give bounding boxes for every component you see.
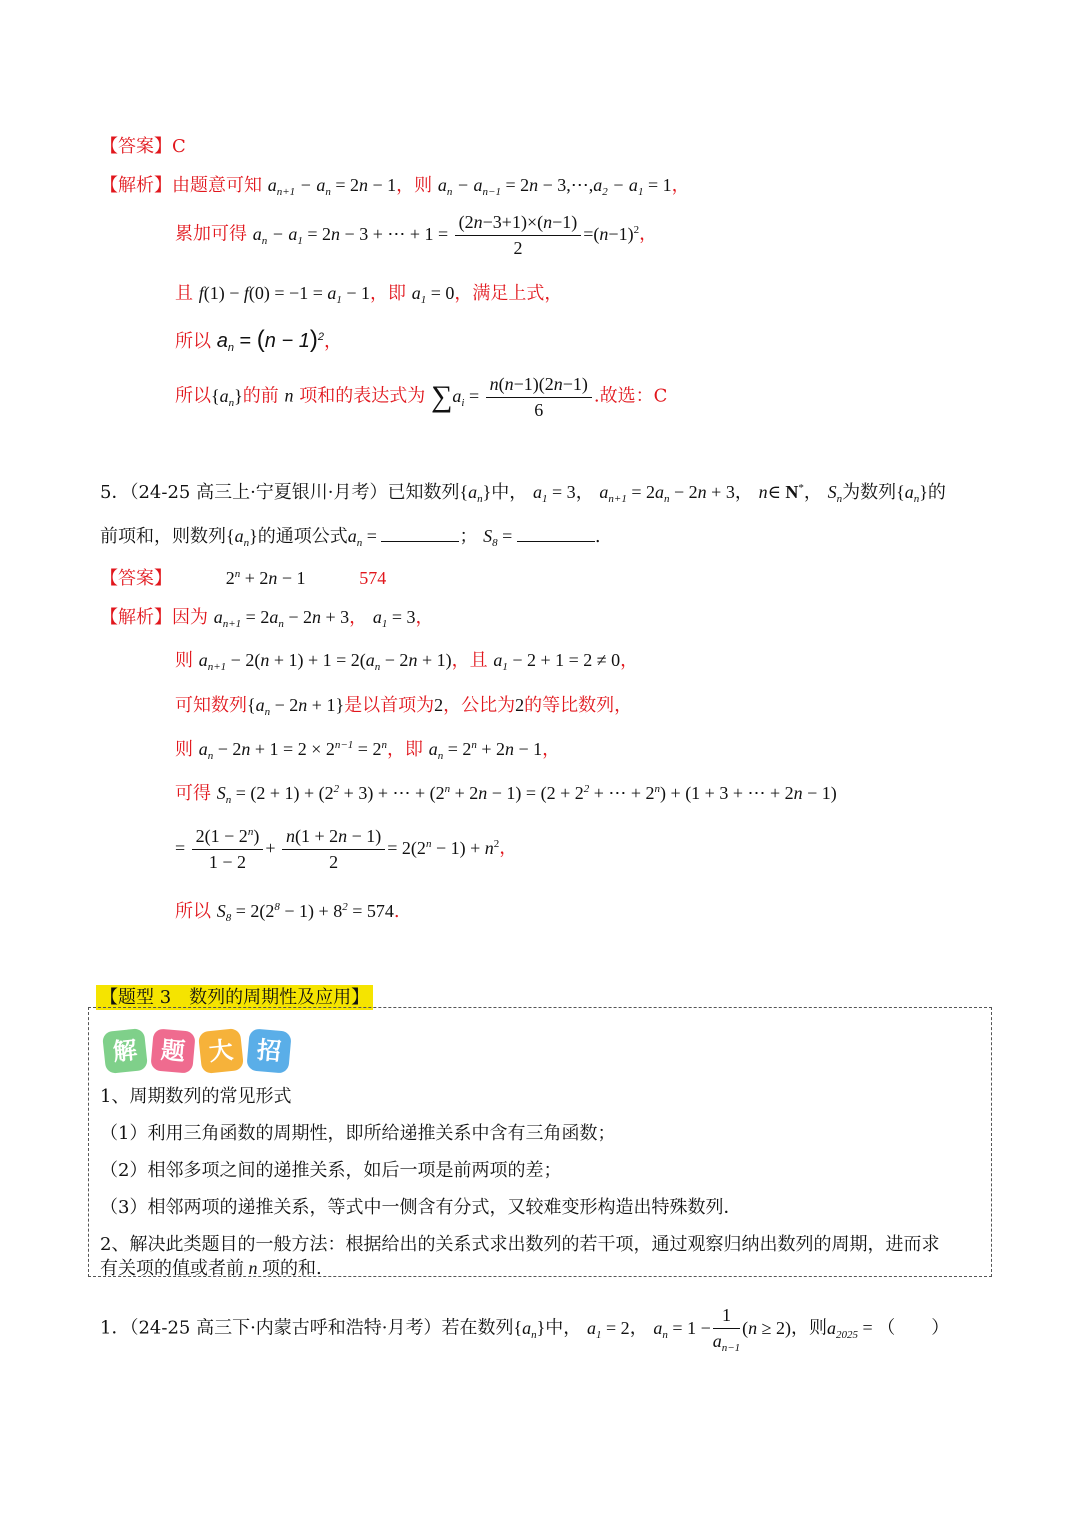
answer-value: C xyxy=(172,136,186,157)
question-text: 中， xyxy=(491,482,528,503)
analysis-text: 的等比数列， xyxy=(524,695,633,716)
analysis-line-3 xyxy=(175,279,562,306)
analysis-text: 所以 xyxy=(175,331,211,352)
q5-answer-line xyxy=(100,564,386,590)
formula: $a_n - a_1 = 2n - 3$ + ⋯ + 1 = $\frac{(2n-3+1)\times(n-1)}{2}$ $=(n-1)^2$ xyxy=(252,212,640,258)
section-title: 【题型 3 数列的周期性及应用】 xyxy=(96,985,373,1010)
formula: $a_1 = 0$ xyxy=(411,283,455,306)
section-header xyxy=(96,983,373,1009)
question-text: 若在数列 xyxy=(441,1317,514,1339)
answer-blank xyxy=(381,527,459,542)
analysis-text: 则 xyxy=(175,739,193,760)
q5-analysis-line-1: 【解析】因为 $a_{n+1} = 2a_n - 2n + 3$， $a_1 = 3$， xyxy=(100,607,434,630)
question-text: 中， xyxy=(545,1317,582,1339)
analysis-text: 项和的表达式为 xyxy=(299,385,426,407)
formula: $a_n - a_{n-1} = 2n$ − $3,\cdots,a_2 - a_1 = 1$ xyxy=(437,175,672,198)
formula: $a_{n+1} - a_n = 2n - 1$ xyxy=(267,175,397,198)
q5-analysis-line-7: 所以 $S_8 = 2(2^8 - 1) + 8^2 = 574$. xyxy=(175,901,400,924)
formula: $\sum a_i$ = $\frac{n(n-1)(2n-1)}{6}$ xyxy=(431,386,594,406)
question-5-line-1: 5．（24-25 高三上·宁夏银川·月考）已知数列$\{a_n\}$中， $a_1 = 3$， $a_{n+1} = 2a_n - 2n + 3$， n∈ N*， $S_n$为数列$\{a_n\}$的 xyxy=(100,482,946,505)
analysis-text: ，公比为 xyxy=(443,695,516,716)
analysis-text: 的前 xyxy=(242,385,279,407)
analysis-text: ，即 xyxy=(386,739,423,760)
question-text: ，则 xyxy=(791,1317,828,1339)
analysis-text: ，且 xyxy=(451,650,488,671)
q5-analysis-line-3: 可知数列$\{a_n - 2n + 1\}$是以首项为2，公比为2的等比数列， xyxy=(175,695,633,718)
analysis-text: 所以 xyxy=(175,901,211,922)
tips-text: 有关项的值或者前 xyxy=(100,1258,244,1279)
analysis-line-1: 【解析】由题意可知 $a_{n+1} - a_n = 2n - 1$，则 $a_n - a_{n-1} = 2n$ − $3,\cdots,a_2 - a_1 = 1$， xyxy=(100,175,690,198)
tips-p2: （1）利用三角函数的周期性，即所给递推关系中含有三角函数； xyxy=(100,1123,616,1144)
analysis-text: 所以 xyxy=(175,385,211,407)
answer-value-2: 574 xyxy=(359,568,387,588)
q5-analysis-line-5: 可得 $S_n = (2 + 1) + (2^2 + 3)$ + ⋯ + $(2^n + 2n - 1) = (2 + 2^2$ + ⋯ + $2^n) + (1 + 3$ + ⋯ + 2n − 1) xyxy=(175,783,837,806)
analysis-text: .故选：C xyxy=(593,385,668,407)
question-text: 的通项公式 xyxy=(257,526,348,547)
answer-label: 【答案】 xyxy=(100,568,172,589)
analysis-line-5: 所以$\{a_n\}$的前 n 项和的表达式为 $\sum a_i$ = $\frac{n(n-1)(2n-1)}{6}$ .故选：C xyxy=(175,374,668,420)
badge-ti: 题 xyxy=(150,1028,196,1074)
analysis-text: 由题意可知 xyxy=(172,175,262,196)
formula: $\{a_n\}$ xyxy=(211,385,243,409)
formula: $f(1) - f(0) = -1 = a_1 - 1$ xyxy=(198,283,371,306)
analysis-text: ，则 xyxy=(396,175,433,196)
tips-p1: 1、周期数列的常见形式 xyxy=(100,1086,292,1107)
question-source: （24-25 高三下·内蒙古呼和浩特·月考） xyxy=(129,1317,442,1339)
formula: $a_n = (n - 1)^2$ xyxy=(216,326,324,354)
question-5-line-2: 前项和，则数列$\{a_n\}$的通项公式$a_n$ = ； $S_8$ = . xyxy=(100,526,601,549)
question-1-line: 1．（24-25 高三下·内蒙古呼和浩特·月考）若在数列$\{a_n\}$中， $a_1 = 2$， $a_n = 1$ − $\frac{1}{a_{n-1}}$ (n ≥ 2)，则$a_{2025}$ = （ ） xyxy=(100,1305,950,1354)
question-number: 1． xyxy=(100,1317,130,1339)
tips-badge-row xyxy=(104,1030,296,1072)
question-text: 前项和，则数列 xyxy=(100,526,226,547)
question-text: 的 xyxy=(927,482,946,503)
analysis-line-2: 累加可得 $a_n - a_1 = 2n - 3$ + ⋯ + 1 = $\frac{(2n-3+1)\times(n-1)}{2}$ $=(n-1)^2$， xyxy=(175,212,658,258)
analysis-text: ，满足上式， xyxy=(454,283,563,304)
answer-blank xyxy=(517,527,595,542)
analysis-text: 是以首项为 xyxy=(344,695,435,716)
tips-p3: （2）相邻多项之间的递推关系，如后一项是前两项的差； xyxy=(100,1160,562,1181)
analysis-text: 可得 xyxy=(175,783,211,804)
tips-p4: （3）相邻两项的递推关系，等式中一侧含有分式，又较难变形构造出特殊数列． xyxy=(100,1197,742,1218)
answer-line-1 xyxy=(100,132,186,158)
analysis-text: 累加可得 xyxy=(175,223,247,245)
analysis-text: 则 xyxy=(175,650,193,671)
answer-label: 【答案】 xyxy=(100,136,172,157)
q5-analysis-line-2: 则 $a_{n+1} - 2(n + 1) + 1 = 2(a_n - 2n + 1)$，且 $a_1 - 2 + 1 = 2 \ne 0$， xyxy=(175,650,639,673)
analysis-text: 因为 xyxy=(172,607,208,628)
answer-value-1: $2^n + 2n - 1$ xyxy=(225,568,306,588)
badge-jie: 解 xyxy=(102,1028,148,1074)
badge-da: 大 xyxy=(198,1028,244,1074)
analysis-label: 【解析】 xyxy=(100,607,172,628)
answer-options: （ ） xyxy=(877,1317,950,1339)
analysis-text: 且 xyxy=(175,283,193,304)
question-text: 为数列 xyxy=(842,482,897,503)
tips-p5b: 有关项的值或者前 n 项的和. xyxy=(100,1258,322,1279)
question-number: 5． xyxy=(100,482,130,503)
question-text: 已知数列 xyxy=(387,482,460,503)
analysis-text: ，即 xyxy=(370,283,407,304)
tips-p5a: 2、解决此类题目的一般方法：根据给出的关系式求出数列的若干项，通过观察归纳出数列的周期，进而求 xyxy=(100,1234,940,1255)
q5-analysis-line-4: 则 $a_n - 2n + 1 = 2 \times 2^{n-1} = 2^n$，即 $a_n = 2^n + 2n - 1$， xyxy=(175,739,561,762)
badge-zhao: 招 xyxy=(246,1028,292,1074)
analysis-label: 【解析】 xyxy=(100,175,172,196)
q5-analysis-line-6: = $\frac{2(1 - 2^n)}{1 - 2}$ + $\frac{n(1 + 2n - 1)}{2}$ = $2(2^n - 1) + n^2$， xyxy=(175,826,518,872)
analysis-line-4: 所以 $a_n = (n - 1)^2$， xyxy=(175,326,342,354)
tips-text: 项的和. xyxy=(262,1258,322,1279)
analysis-text: 可知数列 xyxy=(175,695,247,716)
question-source: （24-25 高三上·宁夏银川·月考） xyxy=(129,482,388,503)
